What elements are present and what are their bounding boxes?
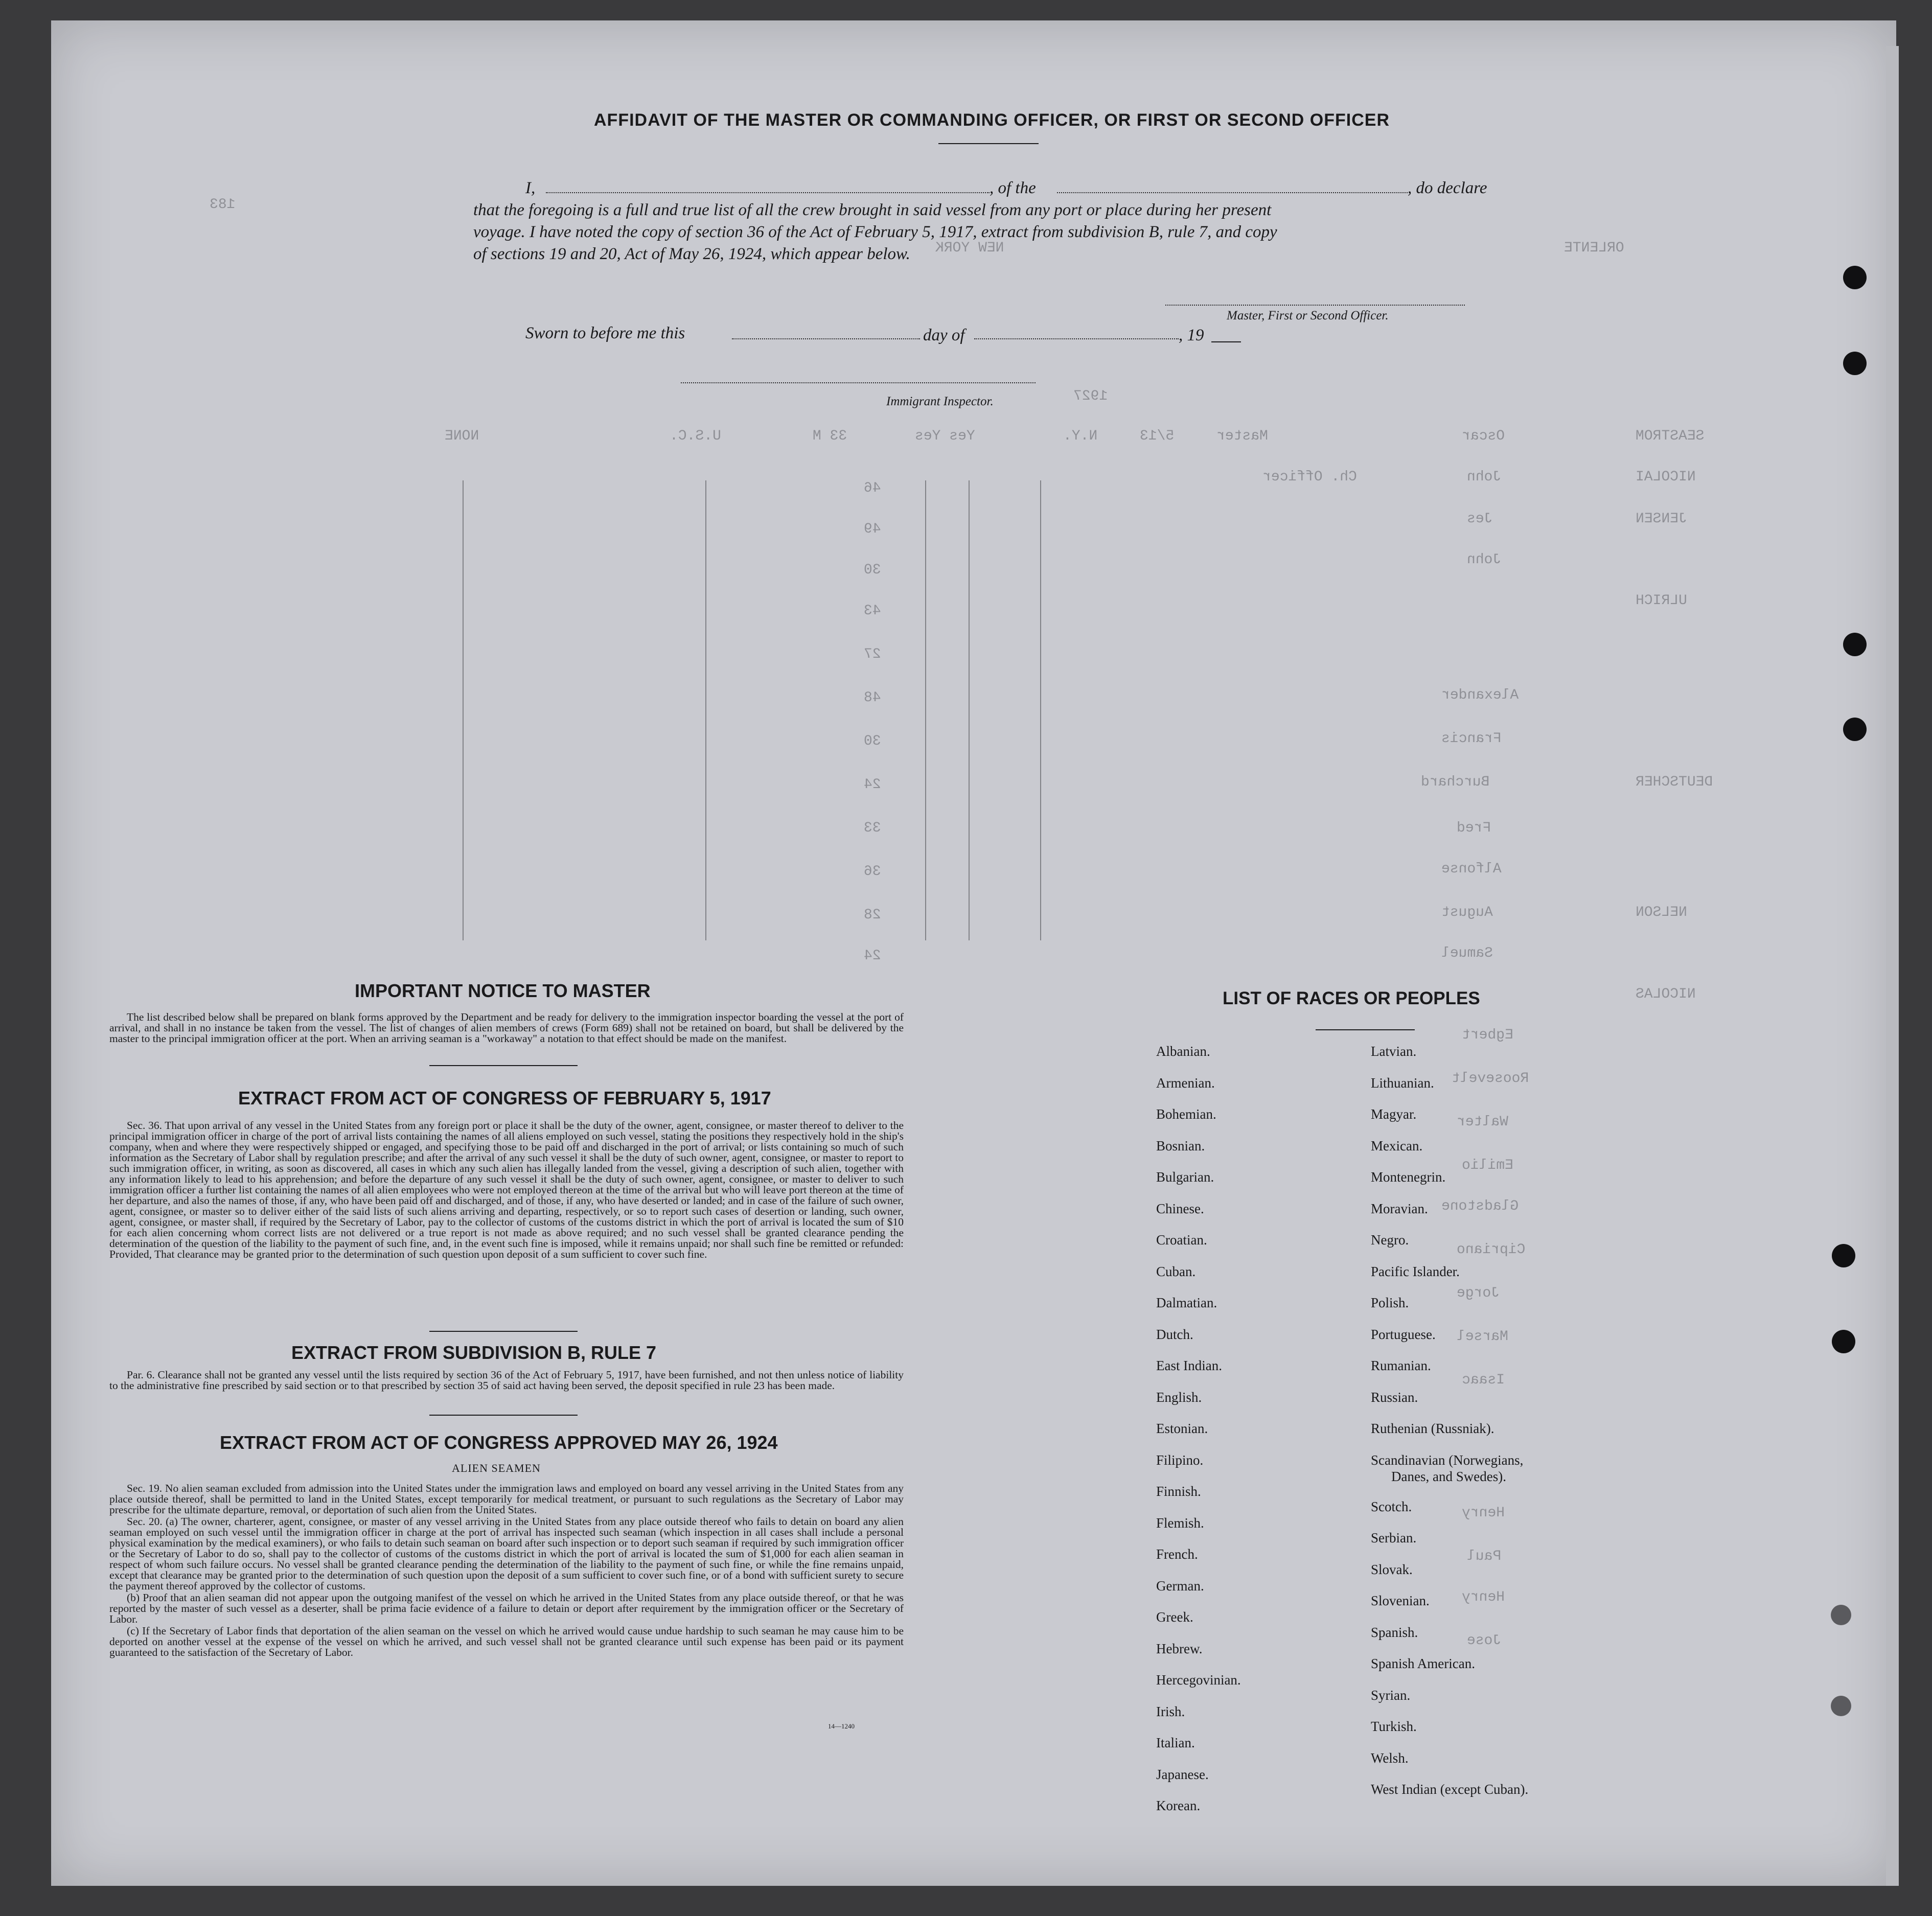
do-declare-label: , do declare xyxy=(1408,179,1487,197)
section-19-paragraph: Sec. 19. No alien seaman excluded from admission into the United States under the immigration laws and employed on board any vessel arriving in the United States from any place outside thereof, shall be permitted to land in the United States, except temporarily for medical treatment, or pursuant to such regulations as the Secretary of Labor may prescribe for the ultimate departure, removal, or deportation of such alien from the United States. xyxy=(109,1482,904,1516)
divider xyxy=(429,1065,578,1066)
sworn-label: Sworn to before me this xyxy=(525,324,685,342)
alien-seamen-subtitle: ALIEN SEAMEN xyxy=(452,1462,541,1474)
signature-line[interactable] xyxy=(1165,305,1465,306)
affidavit-title: AFFIDAVIT OF THE MASTER OR COMMANDING OFFICER, OR FIRST OR SECOND OFFICER xyxy=(594,110,1390,130)
extract-1917-text xyxy=(109,1120,904,1261)
race-item: Slovenian. xyxy=(1371,1593,1430,1608)
race-item: Rumanian. xyxy=(1371,1358,1431,1373)
vessel-name-field[interactable] xyxy=(1057,192,1408,193)
extract-1924-title: EXTRACT FROM ACT OF CONGRESS APPROVED MAY 26, 1924 xyxy=(220,1432,778,1453)
race-item: Cuban. xyxy=(1156,1263,1196,1279)
race-item: English. xyxy=(1156,1389,1202,1405)
affidavit-line-3: voyage. I have noted the copy of section 36 of the Act of February 5, 1917, extract from subdivision B, rule 7, and copy xyxy=(473,223,1277,241)
affidavit-line-4: of sections 19 and 20, Act of May 26, 1924, which appear below. xyxy=(473,245,910,263)
declarant-label: I, xyxy=(525,179,536,197)
race-item: Bosnian. xyxy=(1156,1138,1205,1153)
section-20a-paragraph: Sec. 20. (a) The owner, charterer, agent, consignee, or master of any vessel arriving in the United States from any place outside thereof who fails to detain on board any alien seaman employed on such vessel until the immigration officer in charge at the port of arrival has inspected such seaman (which inspection in all cases shall include a personal physical examination by the medical examiners), or who fails to detain such seaman on board after such inspection or to deport such seaman if required by such immigration officer or the Secretary of Labor to do so, shall pay to the collector of customs of the customs district in which the port of arrival is located the sum of $1,000 for each alien seaman in respect of whom such failure occurs. No vessel shall be granted clearance pending the determination of the liability to the payment of such fine, or while the fine remains unpaid, except that clearance may be granted prior to the determination of such question upon the deposit of a sum sufficient to cover such fine, or of a bond with sufficient surety to secure the payment thereof approved by the collector of customs. xyxy=(109,1515,904,1592)
binder-hole xyxy=(1843,266,1867,289)
race-item: Lithuanian. xyxy=(1371,1075,1434,1091)
binder-hole xyxy=(1832,1244,1855,1267)
binder-hole xyxy=(1843,718,1867,741)
race-item: Spanish. xyxy=(1371,1624,1418,1640)
race-item: Croatian. xyxy=(1156,1232,1207,1248)
race-item: Turkish. xyxy=(1371,1719,1417,1734)
sworn-day-field[interactable] xyxy=(732,338,920,339)
form-code: 14—1240 xyxy=(828,1722,855,1730)
section-20b-paragraph: (b) Proof that an alien seaman did not appear upon the outgoing manifest of the vessel on which he arrived in the United States from any place outside thereof, or that he was reported by the master of such vessel as a deserter, shall be prima facie evidence of a failure to detain or deport after requirement by the immigration officer or the Secretary of Labor. xyxy=(109,1591,904,1625)
notice-title: IMPORTANT NOTICE TO MASTER xyxy=(355,980,651,1001)
race-item: Hebrew. xyxy=(1156,1641,1203,1656)
race-item: Hercegovinian. xyxy=(1156,1672,1241,1688)
notice-text xyxy=(109,1012,904,1045)
race-item: Moravian. xyxy=(1371,1201,1428,1216)
binder-hole xyxy=(1832,1330,1855,1353)
race-item: Danes, and Swedes). xyxy=(1391,1468,1506,1484)
of-the-label: , of the xyxy=(990,179,1036,197)
race-item: Montenegrin. xyxy=(1371,1169,1446,1185)
race-item: Dalmatian. xyxy=(1156,1295,1217,1310)
extract-rule7-title: EXTRACT FROM SUBDIVISION B, RULE 7 xyxy=(291,1342,657,1363)
race-item: Bohemian. xyxy=(1156,1106,1216,1122)
race-item: Portuguese. xyxy=(1371,1326,1436,1342)
paragraph-6: Par. 6. Clearance shall not be granted any vessel until the lists required by section 36 of the Act of February 5, 1917, have been furnished, and not then unless notice of liability to the administrative fine prescribed by said section or to that prescribed by section 35 of said act having been served, the deposit specified in rule 23 has been made. xyxy=(109,1369,904,1392)
race-item: Welsh. xyxy=(1371,1750,1409,1766)
declarant-name-field[interactable] xyxy=(546,192,990,193)
race-item: Greek. xyxy=(1156,1609,1193,1625)
signature-label: Master, First or Second Officer. xyxy=(1227,309,1389,322)
race-item: Slovak. xyxy=(1371,1561,1413,1577)
race-item: Armenian. xyxy=(1156,1075,1215,1091)
race-item: Spanish American. xyxy=(1371,1656,1475,1671)
races-left-column xyxy=(1156,1044,1241,1830)
race-item: Pacific Islander. xyxy=(1371,1263,1460,1279)
section-20c-paragraph: (c) If the Secretary of Labor finds that deportation of the alien seaman on the vessel on which he arrived would cause undue hardship to such seaman he may cause him to be deported on another vessel at the expense of the vessel on which he arrived, and such vessel shall not be granted clearance until such expense has been paid or its payment guaranteed to the satisfaction of the Secretary of Labor. xyxy=(109,1625,904,1658)
race-item: Chinese. xyxy=(1156,1201,1204,1216)
extract-1917-title: EXTRACT FROM ACT OF CONGRESS OF FEBRUARY 5, 1917 xyxy=(238,1088,771,1109)
binder-hole xyxy=(1843,633,1867,656)
race-item: German. xyxy=(1156,1578,1204,1594)
inspector-label: Immigrant Inspector. xyxy=(886,395,994,408)
races-underline xyxy=(1316,1029,1415,1030)
binder-hole xyxy=(1831,1696,1851,1716)
binder-hole xyxy=(1843,352,1867,375)
race-item: Japanese. xyxy=(1156,1766,1209,1782)
affidavit-line-2: that the foregoing is a full and true list of all the crew brought in said vessel from any port or place during her present xyxy=(473,201,1272,219)
extract-rule7-text xyxy=(109,1370,904,1392)
race-item: Irish. xyxy=(1156,1703,1185,1719)
divider xyxy=(429,1415,578,1416)
inspector-signature-line[interactable] xyxy=(681,382,1036,383)
races-right-column xyxy=(1371,1044,1528,1813)
race-item: Polish. xyxy=(1371,1295,1409,1310)
race-item: Syrian. xyxy=(1371,1687,1411,1703)
extract-1924-text xyxy=(109,1483,904,1659)
race-item: Mexican. xyxy=(1371,1138,1423,1153)
race-item: Bulgarian. xyxy=(1156,1169,1214,1185)
race-item: Scotch. xyxy=(1371,1498,1412,1514)
race-item: West Indian (except Cuban). xyxy=(1371,1782,1529,1797)
title-underline xyxy=(938,143,1039,144)
race-item: Russian. xyxy=(1371,1389,1418,1405)
race-item: Filipino. xyxy=(1156,1452,1204,1468)
race-item: Albanian. xyxy=(1156,1044,1210,1059)
race-item: Italian. xyxy=(1156,1735,1195,1750)
race-item: French. xyxy=(1156,1546,1198,1562)
divider xyxy=(429,1331,578,1332)
race-item: Flemish. xyxy=(1156,1515,1204,1531)
year-field[interactable] xyxy=(1211,341,1241,342)
sworn-month-field[interactable] xyxy=(974,338,1179,339)
race-item: Ruthenian (Russniak). xyxy=(1371,1421,1494,1436)
races-title: LIST OF RACES OR PEOPLES xyxy=(1223,988,1480,1008)
race-item: Dutch. xyxy=(1156,1326,1193,1342)
race-item: Magyar. xyxy=(1371,1106,1417,1122)
race-item: Korean. xyxy=(1156,1798,1201,1813)
sheet-edge xyxy=(1886,46,1899,1886)
year-prefix-label: , 19 xyxy=(1179,326,1204,344)
race-item: Latvian. xyxy=(1371,1044,1417,1059)
race-item: Negro. xyxy=(1371,1232,1409,1248)
race-item: Finnish. xyxy=(1156,1484,1201,1499)
race-item: Serbian. xyxy=(1371,1530,1417,1545)
notice-paragraph: The list described below shall be prepared on blank forms approved by the Department and be ready for delivery to the immigration inspector boarding the vessel at the port of arrival, and shall in no instance be taken from the vessel. The list of changes of alien members of crews (Form 689) shall not be retained on board, but shall be delivered by the master to the principal immigration officer at the port. When an arriving seaman is a "workaway" a notation to that effect should be made on the manifest. xyxy=(109,1011,904,1045)
day-of-label: day of xyxy=(923,326,965,344)
section-36-paragraph: Sec. 36. That upon arrival of any vessel in the United States from any foreign port or place it shall be the duty of the owner, agent, consignee, or master thereof to deliver to the principal immigration officer in charge of the port of arrival lists containing the names of all aliens employed on such vessel, stating the positions they respectively hold in the ship's company, when and where they were respectively shipped or engaged, and specifying those to be paid off and discharged in the port of arrival; or lists containing so much of such information as the Secretary of Labor shall by regulation prescribe; and after the arrival of any such vessel it shall be the duty of such owner, agent, consignee, or master to report to such immigration officer, in writing, as soon as discovered, all cases in which any such alien has illegally landed from the vessel, giving a description of such alien, together with any information likely to lead to his apprehension; and before the departure of any such vessel it shall be the duty of such owner, agent, consignee, or master to deliver to such immigration officer a further list containing the names of all alien employees who were not employed thereon at the time of the arrival but who will leave port thereon at the time of her departure, and also the names of those, if any, who have been paid off and discharged, and of those, if any, who have deserted or landed; and in case of the failure of such owner, agent, consignee, or master so to deliver either of the said lists of such aliens arriving and departing, respectively, or so to report such cases of desertion or landing, such owner, agent, consignee, or master shall, if required by the Secretary of Labor, pay to the collector of customs of the customs district in which the port of arrival is located the sum of $10 for each alien concerning whom correct lists are not delivered or a true report is not made as above required; and no such vessel shall be granted clearance pending the determination of the question of the liability to the payment of such fine, and, in the event such fine is imposed, while it remains unpaid; nor shall such fine be remitted or refunded: Provided, That clearance may be granted prior to the determination of such question upon deposit of a sum sufficient to cover such fine. xyxy=(109,1119,904,1260)
race-item: Estonian. xyxy=(1156,1421,1208,1436)
binder-hole xyxy=(1831,1605,1851,1625)
race-item: Scandinavian (Norwegians, xyxy=(1371,1452,1524,1468)
race-item: East Indian. xyxy=(1156,1358,1222,1373)
